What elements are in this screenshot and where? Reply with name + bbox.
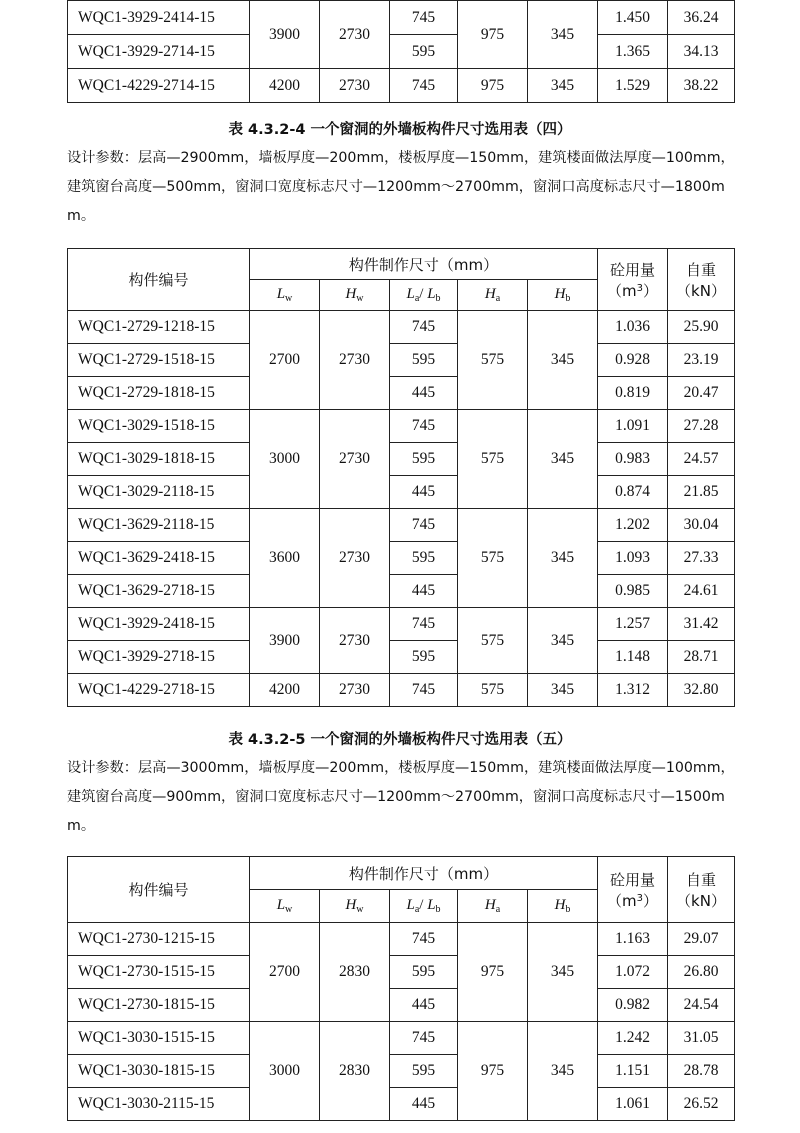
component-code: WQC1-2730-1215-15 bbox=[68, 923, 250, 956]
component-code: WQC1-2729-1518-15 bbox=[68, 344, 250, 377]
component-code: WQC1-3629-2718-15 bbox=[68, 575, 250, 608]
header-component-code: 构件编号 bbox=[68, 857, 250, 923]
hb-cell: 345 bbox=[528, 608, 598, 674]
concrete-cell: 1.148 bbox=[598, 641, 668, 674]
concrete-cell: 1.365 bbox=[598, 35, 668, 69]
la-lb-cell: 745 bbox=[390, 311, 458, 344]
hb-cell: 345 bbox=[528, 674, 598, 707]
weight-cell: 27.28 bbox=[668, 410, 735, 443]
la-lb-cell: 595 bbox=[390, 344, 458, 377]
concrete-cell: 1.072 bbox=[598, 956, 668, 989]
hb-cell: 345 bbox=[528, 69, 598, 103]
weight-cell: 23.19 bbox=[668, 344, 735, 377]
lw-cell: 3900 bbox=[250, 608, 320, 674]
component-code: WQC1-3929-2414-15 bbox=[68, 1, 250, 35]
weight-cell: 32.80 bbox=[668, 674, 735, 707]
weight-cell: 31.05 bbox=[668, 1022, 735, 1055]
hw-cell: 2730 bbox=[320, 410, 390, 509]
component-code: WQC1-2729-1218-15 bbox=[68, 311, 250, 344]
table-5-parameters: 设计参数：层高—3000mm，墙板厚度—200mm，楼板厚度—150mm，建筑楼面做法厚度—100mm，建筑窗台高度—900mm，窗洞口宽度标志尺寸—1200mm～2700mm，窗洞口高度标志尺寸—1500mm。 bbox=[67, 760, 735, 834]
la-lb-cell: 745 bbox=[390, 1022, 458, 1055]
la-lb-cell: 445 bbox=[390, 476, 458, 509]
header-lw: $L_w$ bbox=[250, 280, 320, 311]
table-row bbox=[68, 575, 735, 608]
header-hb: $H_b$ bbox=[528, 280, 598, 311]
table-row bbox=[68, 311, 735, 344]
ha-cell: 575 bbox=[458, 311, 528, 410]
concrete-cell: 0.982 bbox=[598, 989, 668, 1022]
concrete-cell: 0.985 bbox=[598, 575, 668, 608]
concrete-cell: 1.091 bbox=[598, 410, 668, 443]
table-row bbox=[68, 956, 735, 989]
table-row bbox=[68, 410, 735, 443]
header-hw: $H_w$ bbox=[320, 890, 390, 923]
hw-cell: 2730 bbox=[320, 311, 390, 410]
concrete-cell: 1.312 bbox=[598, 674, 668, 707]
weight-cell: 24.57 bbox=[668, 443, 735, 476]
component-code: WQC1-3029-1518-15 bbox=[68, 410, 250, 443]
hw-cell: 2730 bbox=[320, 608, 390, 674]
component-code: WQC1-2730-1815-15 bbox=[68, 989, 250, 1022]
component-code: WQC1-3029-1818-15 bbox=[68, 443, 250, 476]
weight-cell: 26.80 bbox=[668, 956, 735, 989]
header-row bbox=[68, 857, 735, 890]
component-code: WQC1-3030-1815-15 bbox=[68, 1055, 250, 1088]
hb-cell: 345 bbox=[528, 1022, 598, 1121]
table-row bbox=[68, 509, 735, 542]
table-row bbox=[68, 344, 735, 377]
weight-cell: 28.78 bbox=[668, 1055, 735, 1088]
weight-cell: 34.13 bbox=[668, 35, 735, 69]
component-code: WQC1-3929-2714-15 bbox=[68, 35, 250, 69]
table-row bbox=[68, 989, 735, 1022]
lw-cell: 3000 bbox=[250, 1022, 320, 1121]
selection-table-4 bbox=[67, 248, 735, 707]
la-lb-cell: 595 bbox=[390, 542, 458, 575]
lw-cell: 3000 bbox=[250, 410, 320, 509]
hw-cell: 2730 bbox=[320, 69, 390, 103]
ha-cell: 575 bbox=[458, 509, 528, 608]
table-4-caption: 表 4.3.2-4 一个窗洞的外墙板构件尺寸选用表（四） bbox=[228, 122, 572, 138]
component-code: WQC1-3929-2418-15 bbox=[68, 608, 250, 641]
table-row bbox=[68, 1022, 735, 1055]
table-row bbox=[68, 641, 735, 674]
header-la-lb: $L_a/$ $L_b$ bbox=[390, 890, 458, 923]
la-lb-cell: 595 bbox=[390, 956, 458, 989]
weight-cell: 28.71 bbox=[668, 641, 735, 674]
component-code: WQC1-4229-2718-15 bbox=[68, 674, 250, 707]
la-lb-cell: 445 bbox=[390, 1088, 458, 1121]
weight-cell: 26.52 bbox=[668, 1088, 735, 1121]
weight-cell: 31.42 bbox=[668, 608, 735, 641]
header-lw: $L_w$ bbox=[250, 890, 320, 923]
component-code: WQC1-3929-2718-15 bbox=[68, 641, 250, 674]
concrete-cell: 1.061 bbox=[598, 1088, 668, 1121]
header-ha: $H_a$ bbox=[458, 280, 528, 311]
concrete-cell: 1.151 bbox=[598, 1055, 668, 1088]
la-lb-cell: 595 bbox=[390, 443, 458, 476]
weight-cell: 27.33 bbox=[668, 542, 735, 575]
lw-cell: 4200 bbox=[250, 674, 320, 707]
selection-table-5 bbox=[67, 856, 735, 1121]
concrete-cell: 0.983 bbox=[598, 443, 668, 476]
table-row bbox=[68, 674, 735, 707]
hb-cell: 345 bbox=[528, 1, 598, 69]
hw-cell: 2730 bbox=[320, 674, 390, 707]
table-row bbox=[68, 443, 735, 476]
table-row bbox=[68, 476, 735, 509]
ha-cell: 975 bbox=[458, 69, 528, 103]
table-row bbox=[68, 1, 735, 35]
hw-cell: 2730 bbox=[320, 1, 390, 69]
lw-cell: 4200 bbox=[250, 69, 320, 103]
la-lb-cell: 595 bbox=[390, 641, 458, 674]
weight-cell: 29.07 bbox=[668, 923, 735, 956]
concrete-cell: 1.163 bbox=[598, 923, 668, 956]
continued-table bbox=[67, 0, 735, 103]
hw-cell: 2830 bbox=[320, 1022, 390, 1121]
header-weight: 自重 （kN） bbox=[668, 857, 735, 923]
header-component-code: 构件编号 bbox=[68, 249, 250, 311]
header-concrete: 砼用量 $(m^3)$ bbox=[598, 249, 668, 311]
hw-cell: 2730 bbox=[320, 509, 390, 608]
table-4-parameters: 设计参数：层高—2900mm，墙板厚度—200mm，楼板厚度—150mm，建筑楼面做法厚度—100mm，建筑窗台高度—500mm，窗洞口宽度标志尺寸—1200mm～2700mm，窗洞口高度标志尺寸—1800mm。 bbox=[67, 150, 735, 224]
ha-cell: 975 bbox=[458, 1, 528, 69]
la-lb-cell: 445 bbox=[390, 575, 458, 608]
weight-cell: 24.61 bbox=[668, 575, 735, 608]
weight-cell: 38.22 bbox=[668, 69, 735, 103]
hb-cell: 345 bbox=[528, 311, 598, 410]
component-code: WQC1-3029-2118-15 bbox=[68, 476, 250, 509]
concrete-cell: 1.093 bbox=[598, 542, 668, 575]
lw-cell: 2700 bbox=[250, 923, 320, 1022]
component-code: WQC1-3629-2118-15 bbox=[68, 509, 250, 542]
concrete-cell: 0.928 bbox=[598, 344, 668, 377]
la-lb-cell: 745 bbox=[390, 674, 458, 707]
ha-cell: 575 bbox=[458, 608, 528, 674]
concrete-cell: 1.529 bbox=[598, 69, 668, 103]
header-concrete: 砼用量 $(m^3)$ bbox=[598, 857, 668, 923]
table-5-caption: 表 4.3.2-5 一个窗洞的外墙板构件尺寸选用表（五） bbox=[228, 732, 572, 748]
ha-cell: 975 bbox=[458, 1022, 528, 1121]
concrete-cell: 0.819 bbox=[598, 377, 668, 410]
table-row bbox=[68, 377, 735, 410]
la-lb-cell: 745 bbox=[390, 410, 458, 443]
hb-cell: 345 bbox=[528, 923, 598, 1022]
ha-cell: 975 bbox=[458, 923, 528, 1022]
lw-cell: 2700 bbox=[250, 311, 320, 410]
la-lb-cell: 445 bbox=[390, 377, 458, 410]
weight-cell: 24.54 bbox=[668, 989, 735, 1022]
ha-cell: 575 bbox=[458, 674, 528, 707]
hb-cell: 345 bbox=[528, 509, 598, 608]
la-lb-cell: 745 bbox=[390, 1, 458, 35]
la-lb-cell: 445 bbox=[390, 989, 458, 1022]
component-code: WQC1-3629-2418-15 bbox=[68, 542, 250, 575]
component-code: WQC1-3030-1515-15 bbox=[68, 1022, 250, 1055]
table-row bbox=[68, 69, 735, 103]
concrete-cell: 1.036 bbox=[598, 311, 668, 344]
header-ha: $H_a$ bbox=[458, 890, 528, 923]
ha-cell: 575 bbox=[458, 410, 528, 509]
header-la-lb: $L_a/$ $L_b$ bbox=[390, 280, 458, 311]
component-code: WQC1-4229-2714-15 bbox=[68, 69, 250, 103]
header-hw: $H_w$ bbox=[320, 280, 390, 311]
header-row bbox=[68, 249, 735, 280]
component-code: WQC1-3030-2115-15 bbox=[68, 1088, 250, 1121]
hw-cell: 2830 bbox=[320, 923, 390, 1022]
concrete-cell: 1.242 bbox=[598, 1022, 668, 1055]
header-weight: 自重 （kN） bbox=[668, 249, 735, 311]
table-row bbox=[68, 1088, 735, 1121]
concrete-cell: 1.450 bbox=[598, 1, 668, 35]
table-row bbox=[68, 35, 735, 69]
header-dimensions: 构件制作尺寸（mm） bbox=[250, 857, 598, 890]
la-lb-cell: 745 bbox=[390, 923, 458, 956]
weight-cell: 30.04 bbox=[668, 509, 735, 542]
la-lb-cell: 745 bbox=[390, 608, 458, 641]
la-lb-cell: 745 bbox=[390, 509, 458, 542]
weight-cell: 36.24 bbox=[668, 1, 735, 35]
table-row bbox=[68, 542, 735, 575]
la-lb-cell: 595 bbox=[390, 1055, 458, 1088]
concrete-cell: 1.257 bbox=[598, 608, 668, 641]
header-hb: $H_b$ bbox=[528, 890, 598, 923]
weight-cell: 20.47 bbox=[668, 377, 735, 410]
weight-cell: 25.90 bbox=[668, 311, 735, 344]
hb-cell: 345 bbox=[528, 410, 598, 509]
table-row bbox=[68, 608, 735, 641]
header-dimensions: 构件制作尺寸（mm） bbox=[250, 249, 598, 280]
table-row bbox=[68, 1055, 735, 1088]
concrete-cell: 0.874 bbox=[598, 476, 668, 509]
lw-cell: 3600 bbox=[250, 509, 320, 608]
component-code: WQC1-2730-1515-15 bbox=[68, 956, 250, 989]
la-lb-cell: 745 bbox=[390, 69, 458, 103]
weight-cell: 21.85 bbox=[668, 476, 735, 509]
table-row bbox=[68, 923, 735, 956]
concrete-cell: 1.202 bbox=[598, 509, 668, 542]
component-code: WQC1-2729-1818-15 bbox=[68, 377, 250, 410]
lw-cell: 3900 bbox=[250, 1, 320, 69]
la-lb-cell: 595 bbox=[390, 35, 458, 69]
